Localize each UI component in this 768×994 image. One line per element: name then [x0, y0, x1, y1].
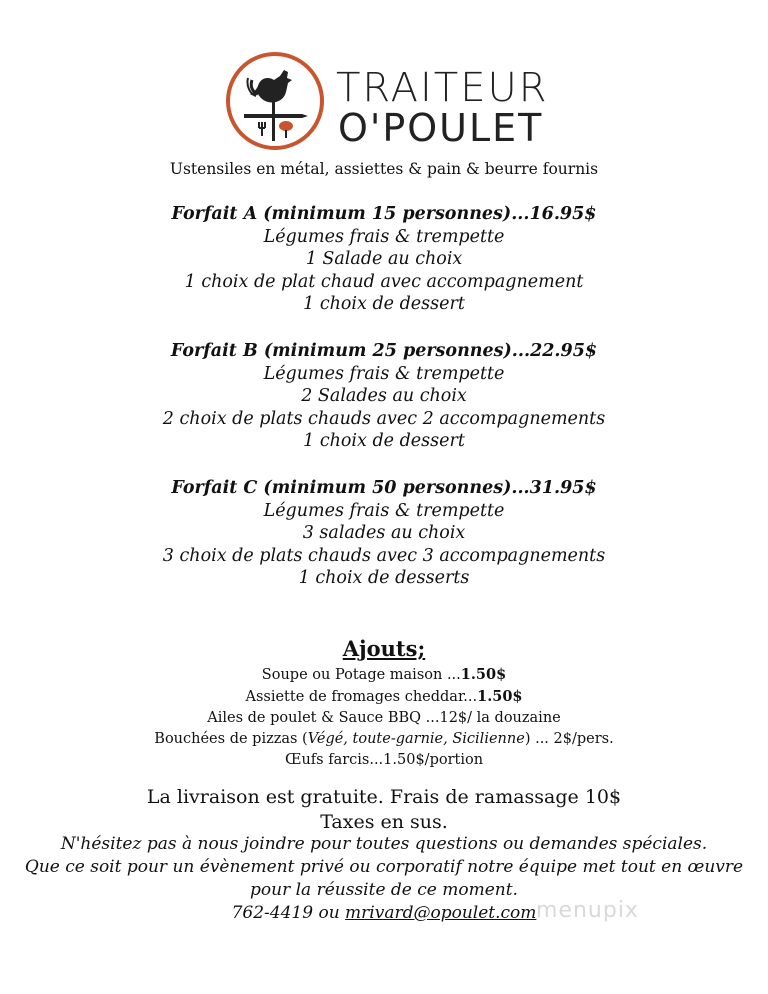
- logo: [226, 52, 549, 152]
- package-item: 2 choix de plats chauds avec 2 accompagnements: [162, 408, 606, 429]
- package-item: 2 Salades au choix: [301, 386, 467, 406]
- ajout-text: Soupe ou Potage maison ...: [261, 667, 461, 683]
- rooster-weathervane-icon: [230, 56, 320, 146]
- package-item: Légumes frais & trempette: [263, 500, 505, 521]
- ajouts-list: [0, 664, 768, 771]
- logo-circle: [226, 52, 324, 150]
- taxes-note: Taxes en sus.: [320, 811, 448, 833]
- ajout-item: [0, 750, 768, 771]
- package-title: Forfait A (minimum 15 personnes)...16.95$: [171, 204, 597, 224]
- ajout-text: Assiette de fromages cheddar...: [245, 689, 478, 705]
- package-title: Forfait C (minimum 50 personnes)...31.95$: [171, 478, 597, 498]
- ajout-item: [0, 708, 768, 729]
- logo-line1: TRAITEUR: [336, 65, 549, 111]
- package-item: 1 choix de dessert: [303, 294, 465, 314]
- package-c: [0, 477, 768, 590]
- package-item: Légumes frais & trempette: [263, 226, 505, 247]
- contact-block: [0, 833, 768, 925]
- ajout-price: 1.50$: [460, 666, 507, 683]
- package-item: 1 choix de desserts: [298, 568, 470, 588]
- ajouts-title: Ajouts;: [342, 636, 426, 661]
- ajout-price: 1.50$: [477, 688, 523, 705]
- package-title: Forfait B (minimum 25 personnes)...22.95$: [170, 341, 598, 361]
- logo-line2: O'POULET: [338, 106, 544, 150]
- contact-line: pour la réussite de ce moment.: [250, 880, 518, 900]
- phone: 762-4419 ou: [231, 903, 346, 923]
- ajout-item: [0, 686, 768, 708]
- watermark: menupix: [536, 898, 639, 923]
- package-b: [0, 340, 768, 453]
- ajout-italic: Végé, toute-garnie, Sicilienne: [307, 731, 525, 747]
- package-item: Légumes frais & trempette: [263, 363, 505, 384]
- ajout-text: Bouchées de pizzas (: [154, 731, 308, 747]
- contact-line: N'hésitez pas à nous joindre pour toutes questions ou demandes spéciales.: [60, 834, 708, 854]
- subtitle: Ustensiles en métal, assiettes & pain & beurre fournis: [169, 160, 599, 178]
- ajout-text: Ailes de poulet & Sauce BBQ ...12$/ la douzaine: [207, 710, 561, 726]
- contact-line: Que ce soit pour un évènement privé ou corporatif notre équipe met tout en œuvre: [24, 857, 744, 877]
- delivery-note: La livraison est gratuite. Frais de ramassage 10$: [146, 786, 622, 808]
- email-link[interactable]: mrivard@opoulet.com: [345, 903, 537, 923]
- package-item: 1 choix de dessert: [303, 431, 465, 451]
- package-item: 3 salades au choix: [302, 523, 466, 543]
- package-item: 1 choix de plat chaud avec accompagnement: [184, 271, 584, 292]
- ajout-text: Œufs farcis...1.50$/portion: [284, 752, 484, 768]
- ajout-text: ) ... 2$/pers.: [524, 731, 614, 747]
- package-a: [0, 203, 768, 316]
- package-item: 3 choix de plats chauds avec 3 accompagnements: [162, 545, 606, 566]
- ajout-item: [0, 729, 768, 750]
- package-item: 1 Salade au choix: [305, 249, 463, 269]
- logo-text: [336, 65, 549, 150]
- ajout-item: [0, 664, 768, 686]
- contact-info: [0, 902, 768, 925]
